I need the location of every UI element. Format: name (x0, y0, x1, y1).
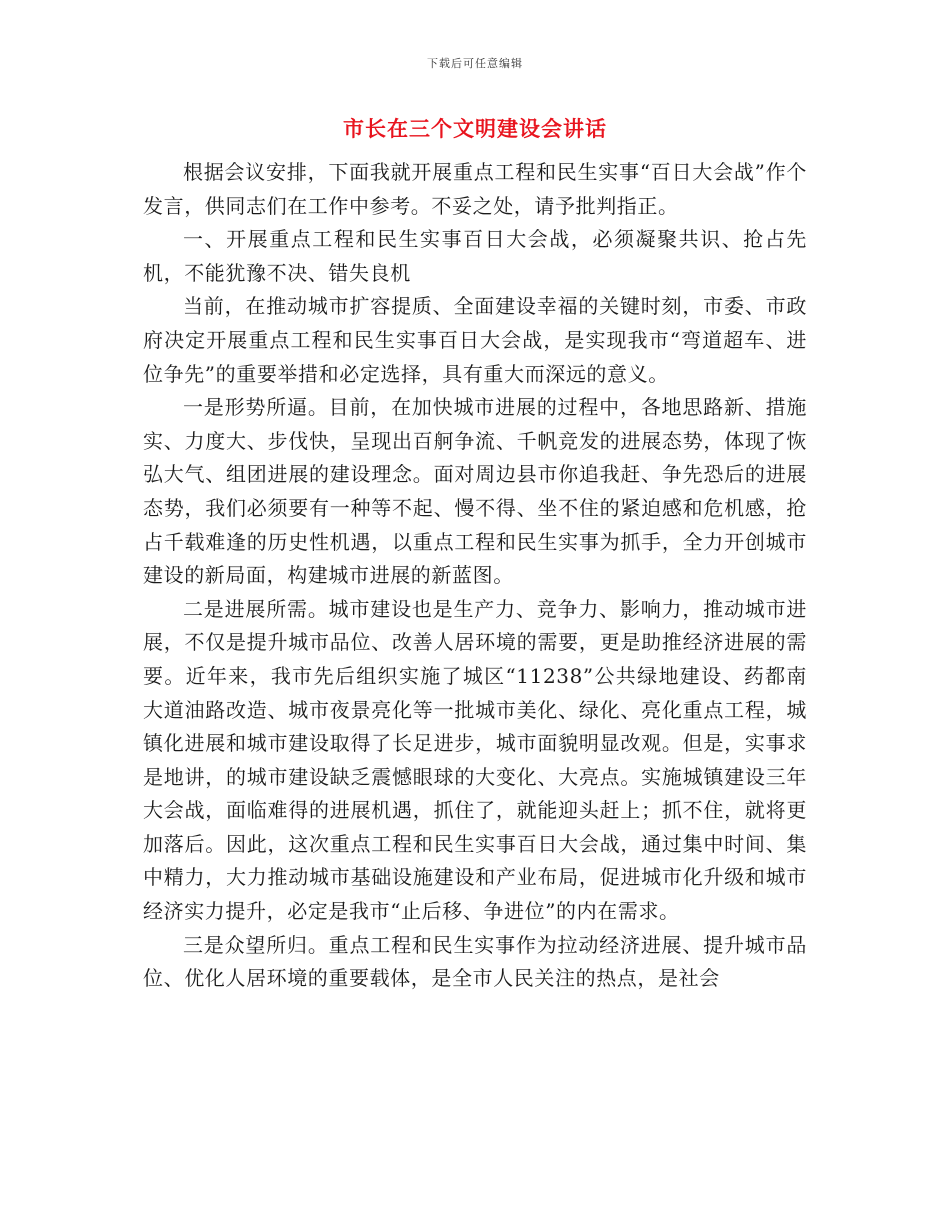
paragraph-current: 当前，在推动城市扩容提质、全面建设幸福的关键时刻，市委、市政府决定开展重点工程和民生实事百日大会战，是实现我市“弯道超车、进位争先”的重要举措和必定选择，具有重大而深远的意义。 (143, 294, 807, 386)
paragraph-point-2: 二是进展所需。城市建设也是生产力、竞争力、影响力，推动城市进展，不仅是提升城市品位、改善人居环境的需要，更是助推经济进展的需要。近年来，我市先后组织实施了城区“11238”公共绿地建设、药都南大道油路改造、城市夜景亮化等一批城市美化、绿化、亮化重点工程，城镇化进展和城市建设取得了长足进步，城市面貌明显改观。但是，实事求是地讲，的城市建设缺乏震憾眼球的大变化、大亮点。实施城镇建设三年大会战，面临难得的进展机遇，抓住了，就能迎头赶上；抓不住，就将更加落后。因此，这次重点工程和民生实事百日大会战，通过集中时间、集中精力，大力推动城市基础设施建设和产业布局，促进城市化升级和城市经济实力提升，必定是我市“止后移、争进位”的内在需求。 (143, 596, 807, 924)
paragraph-point-3: 三是众望所归。重点工程和民生实事作为拉动经济进展、提升城市品位、优化人居环境的重要载体，是全市人民关注的热点，是社会 (143, 932, 807, 991)
paragraph-intro: 根据会议安排，下面我就开展重点工程和民生实事“百日大会战”作个发言，供同志们在工作中参考。不妥之处，请予批判指正。 (143, 160, 807, 218)
document-body (143, 156, 807, 996)
paragraph-point-1: 一是形势所逼。目前，在加快城市进展的过程中，各地思路新、措施实、力度大、步伐快，呈现出百舸争流、千帆竞发的进展态势，体现了恢弘大气、组团进展的建设理念。面对周边县市你追我赶、争先恐后的进展态势，我们必须要有一种等不起、慢不得、坐不住的紧迫感和危机感，抢占千载难逢的历史性机遇，以重点工程和民生实事为抓手，全力开创城市建设的新局面，构建城市进展的新蓝图。 (143, 395, 807, 588)
section-heading-1: 一、开展重点工程和民生实事百日大会战，必须凝聚共识、抢占先机，不能犹豫不决、错失良机 (143, 227, 807, 285)
page-header-note: 下载后可任意编辑 (427, 57, 523, 70)
document-title: 市长在三个文明建设会讲话 (343, 117, 607, 141)
